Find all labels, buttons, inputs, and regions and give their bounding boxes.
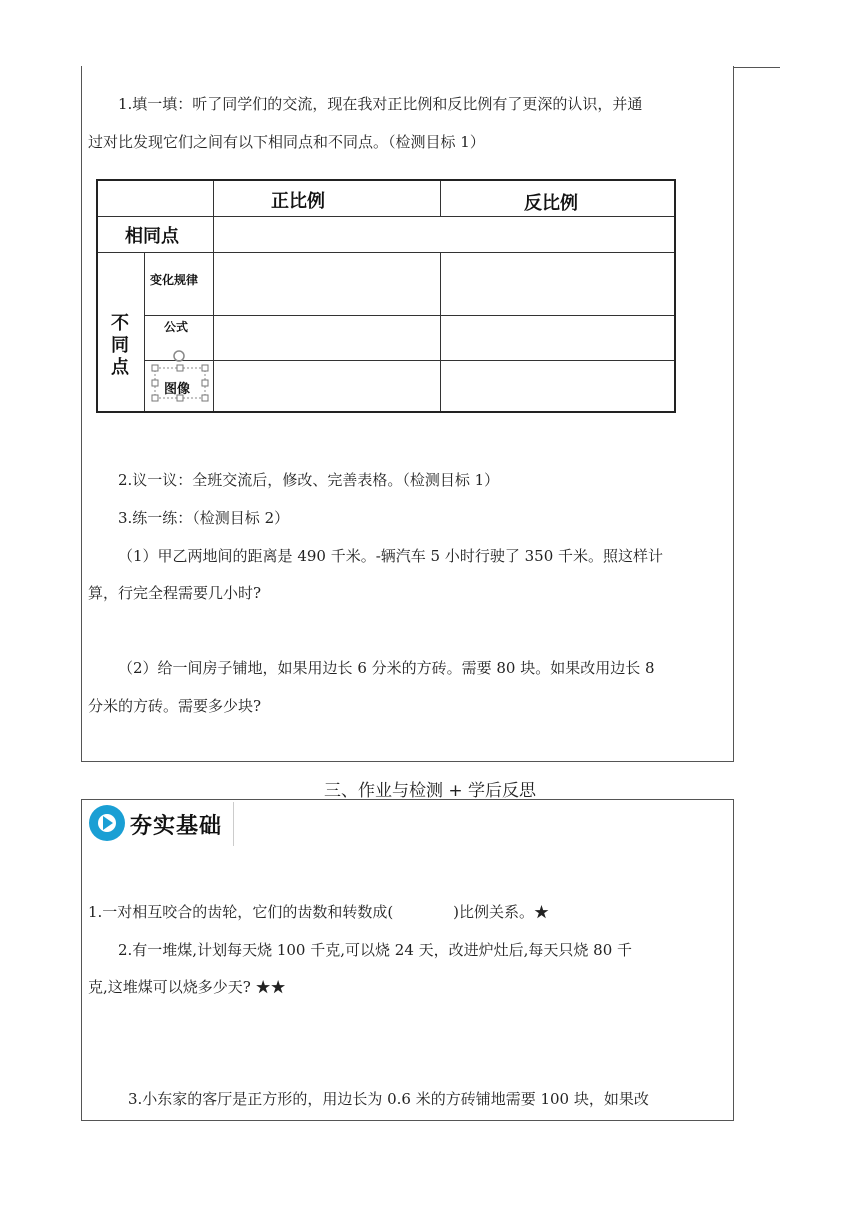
header-inverse-proportion: 反比例 [524,193,578,214]
section-heading: 三、作业与检测 + 学后反思 [324,781,537,801]
question-2: 2.议一议：全班交流后，修改、完善表格。（检测目标 1） [118,471,500,489]
question-3-1-line-2: 算，行完全程需要几小时? [88,584,262,602]
row-similarities-label: 相同点 [125,226,179,247]
header-direct-proportion: 正比例 [271,191,325,212]
question-3-2-line-1: （2）给一间房子铺地，如果用边长 6 分米的方砖。需要 80 块。如果改用边长 8 [118,659,655,677]
question-3: 3.练一练：（检测目标 2） [118,509,290,527]
question-3-1-line-1: （1）甲乙两地间的距离是 490 千米。-辆汽车 5 小时行驶了 350 千米。照这样计 [118,547,664,565]
homework-question-2-line-1: 2.有一堆煤,计划每天烧 100 千克,可以烧 24 天，改进炉灶后,每天只烧 80 千 [118,941,633,959]
question-1-line-2: 过对比发现它们之间有以下相同点和不同点。（检测目标 1） [88,133,485,151]
sub-row-rule-label: 变化规律 [150,273,199,287]
row-differences-char-3: 点 [111,357,129,378]
homework-question-1: 1.一对相互咬合的齿轮，它们的齿数和转数成( )比例关系。★ [88,903,550,921]
question-3-2-line-2: 分米的方砖。需要多少块? [88,697,262,715]
row-differences-char-2: 同 [111,335,129,356]
logo-title: 夯实基础 [130,814,223,839]
comparison-table [96,179,676,413]
homework-question-2-line-2: 克,这堆煤可以烧多少天? ★★ [88,978,286,996]
homework-question-3-line-1: 3.小东家的客厅是正方形的，用边长为 0.6 米的方砖铺地需要 100 块，如果改 [128,1090,649,1108]
row-differences-char-1: 不 [111,313,129,334]
foundation-logo [86,802,234,846]
header-rule [734,67,780,68]
question-1-line-1: 1.填一填：听了同学们的交流，现在我对正比例和反比例有了更深的认识，并通 [118,95,643,113]
sub-row-graph-label: 图像 [164,382,191,397]
sub-row-formula-label: 公式 [164,320,189,334]
